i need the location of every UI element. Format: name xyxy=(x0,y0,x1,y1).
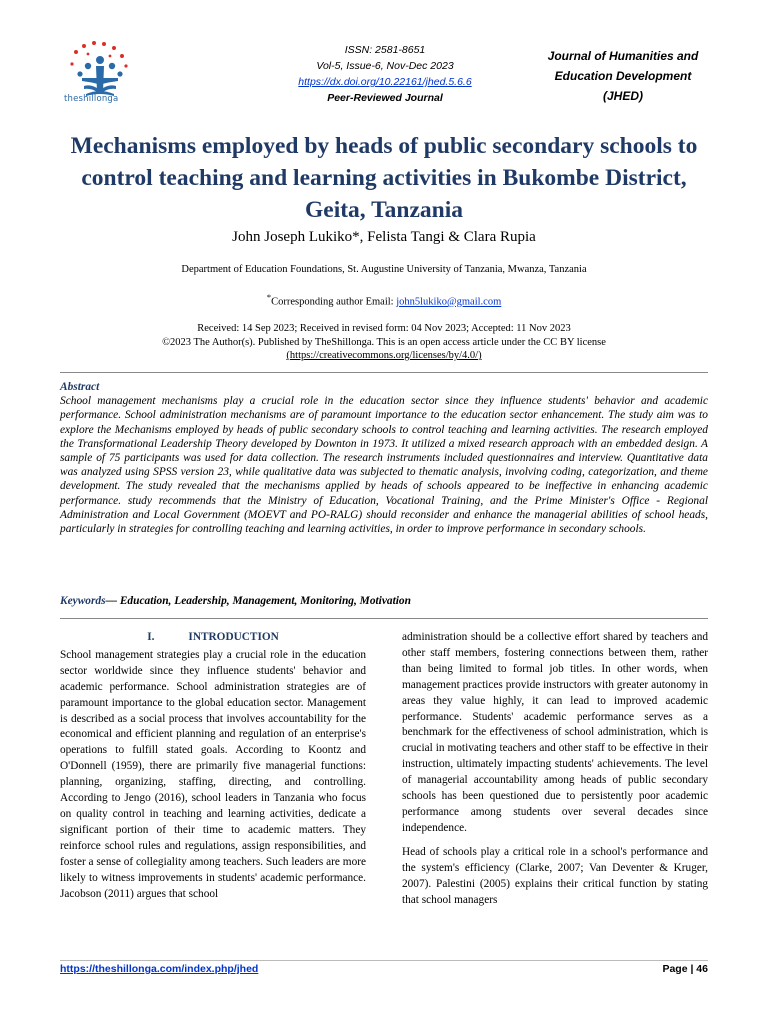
body-column-left xyxy=(60,630,366,910)
journal-url-link[interactable]: https://theshillonga.com/index.php/jhed xyxy=(60,963,259,975)
journal-meta xyxy=(240,42,530,106)
body-paragraph: School management strategies play a crucial role in the education sector worldwide since they influence students' behavior and academic performance. School administration strategies are of paramount importance to the global education sector. Management is described as a social process that involves accountability for the economical and efficient planning and regulation of an enterprise's operations to fulfill stated goals. According to Koontz and O'Donnell (1959), there are primarily five managerial functions: planning, organizing, staffing, directing, and controlling. According to Jengo (2016), school leaders in Tanzania who focus on quality control in teaching and learning activities, dedicate a significant portion of their time to academic matters. They reinforce school rules and regulations, assign responsibilities, and foster a sense of collegiality among teachers. Such leaders are more likely to witness improvements in students' academic performance. Jacobson (2011) argues that school xyxy=(60,648,366,900)
body-paragraph: administration should be a collective effort shared by teachers and other staff members, fostering connections between them, rather than being limited to formal job titles. In other words, when management practices provide instructors with greater autonomy in areas they value highly, it can lead to improved academic performance. Students' academic performance serves as a benchmark for the effectiveness of school administration, which is crucial in motivating teachers and other staff to be effective in their instruction, ultimately impacting students' achievements. The level of managerial accountability among heads of public secondary schools has been questioned due to persistently poor academic performance among students over several decades since independence. xyxy=(402,631,708,834)
abstract xyxy=(60,380,708,536)
section-number: I. xyxy=(147,631,155,643)
abstract-text: School management mechanisms play a crucial role in the education sector since they influence students' behavior and academic performance. School administration mechanisms are of paramount importance to the education sector enhancement. The study aim was to explore the Mechanisms employed by heads of public secondary schools to control teaching and learning activities. The research employed the Transformational Leadership Theory developed by Downton in 1973. It utilized a mixed research approach with an embedded design. A sample of 75 participants was used for data collection. The research instruments included questionnaires and interview. Quantitative data was analyzed using SPSS version 23, while qualitative data was subjected to thematic analysis, involving coding, categorization, and theme development. The study revealed that the mechanisms applied by heads of schools appeared to be ineffective in enhancing academic performance. study recommends that the Ministry of Education, Vocational Training, and the Prime Minister's Office - Regional Administration and Local Government (MOEVT and PO-RALG) should reconsider and enhance the managerial abilities of school heads, particularly in strategies for controlling teaching and learning activities, in order to improve performance in secondary schools. xyxy=(60,395,708,536)
license-url: (https://creativecommons.org/licenses/by/4.0/) xyxy=(286,350,482,361)
issn: ISSN: 2581-8651 xyxy=(344,44,426,56)
body-column-right xyxy=(402,630,708,916)
section-heading xyxy=(60,630,366,646)
corresponding-author: *Corresponding author Email: john5lukiko@gmail.com xyxy=(266,292,502,308)
journal-name-line1: Journal of Humanities and xyxy=(547,49,699,63)
divider xyxy=(60,618,708,619)
page-number: Page | 46 xyxy=(662,963,708,975)
body-paragraph: Head of schools play a critical role in a school's performance and the system's efficiency (Clarke, 2007; Van Deventer & Kruger, 2007). Palestini (2005) explains their critical function by stating that school managers xyxy=(402,845,708,906)
divider xyxy=(60,372,708,373)
author-affiliation: Department of Education Foundations, St. Augustine University of Tanzania, Mwanza, Tanzania xyxy=(181,264,587,275)
journal-name-line3: (JHED) xyxy=(602,89,643,103)
article-title: Mechanisms employed by heads of public secondary schools to control teaching and learning activities in Bukombe District, Geita, Tanzania xyxy=(70,133,698,223)
keywords xyxy=(60,595,708,607)
corresponding-label: Corresponding author Email: xyxy=(271,296,397,308)
publication-info xyxy=(60,322,708,363)
article-dates: Received: 14 Sep 2023; Received in revised form: 04 Nov 2023; Accepted: 11 Nov 2023 xyxy=(197,323,571,334)
license-statement: ©2023 The Author(s). Published by TheShillonga. This is an open access article under the CC BY license xyxy=(162,336,606,348)
doi-link[interactable]: https://dx.doi.org/10.22161/jhed.5.6.6 xyxy=(298,76,472,88)
keywords-text: — Education, Leadership, Management, Monitoring, Motivation xyxy=(105,595,411,607)
section-title: INTRODUCTION xyxy=(188,631,279,643)
keywords-label: Keywords xyxy=(60,595,106,607)
footer-divider xyxy=(60,960,708,961)
article-authors: John Joseph Lukiko*, Felista Tangi & Clara Rupia xyxy=(232,229,536,245)
peer-review-label: Peer-Reviewed Journal xyxy=(327,92,443,104)
journal-name xyxy=(528,46,718,106)
corresponding-email-link[interactable]: john5lukiko@gmail.com xyxy=(396,296,502,308)
volume-issue: Vol-5, Issue-6, Nov-Dec 2023 xyxy=(316,60,454,72)
abstract-heading: Abstract xyxy=(60,381,100,393)
journal-name-line2: Education Development xyxy=(554,69,692,83)
logo-text: theshillonga xyxy=(64,94,119,104)
